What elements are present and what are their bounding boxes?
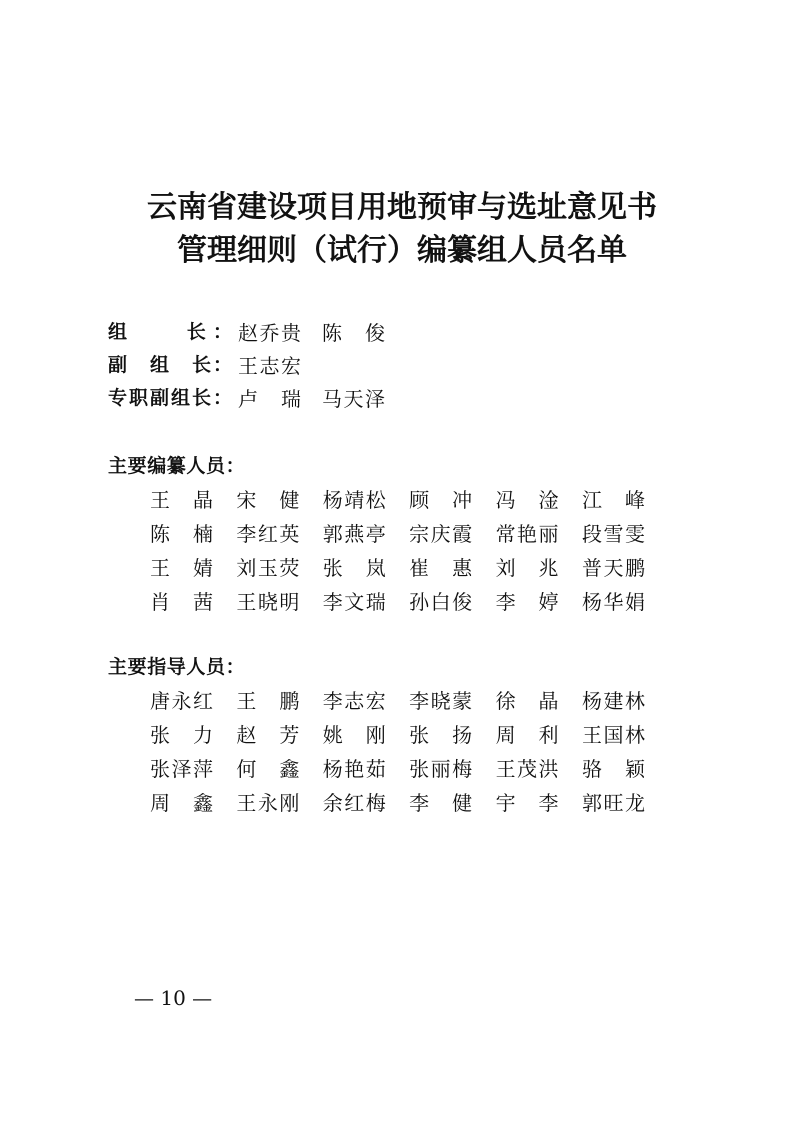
person-name: 杨华娟 [581,590,645,614]
person-name: 冯 淦 [495,488,559,512]
person-name: 宗庆霞 [409,522,473,546]
name-row [0,517,800,551]
person-name: 何 鑫 [236,757,300,781]
person-name: 徐 晶 [495,689,559,713]
person-name: 王晓明 [236,590,300,614]
person-name: 周 鑫 [150,791,213,815]
person-name: 杨建林 [581,689,645,713]
person-name: 李晓蒙 [409,689,473,713]
person-name: 马天泽 [322,386,385,411]
person-name: 王志宏 [238,353,301,378]
leaders-list [0,316,800,415]
title-line-2: 管理细则（试行）编纂组人员名单 [177,233,627,268]
person-name: 唐永红 [150,689,213,713]
person-name: 李 健 [409,791,473,815]
page-number: — 10 — [134,986,213,1010]
person-name: 宇 李 [495,791,559,815]
person-name: 郭燕亭 [322,522,386,546]
person-name: 宋 健 [236,488,300,512]
name-row [0,684,800,718]
section-editors [0,449,800,619]
role-label-head: 组 长： [108,321,232,344]
person-name: 普天鹏 [581,556,645,580]
name-row [0,483,800,517]
person-name: 李 婷 [495,590,559,614]
document-title [0,186,800,272]
leader-row-deputy [0,349,800,382]
name-row [0,786,800,820]
name-row [0,752,800,786]
person-name: 赵乔贵 [238,320,301,345]
person-name: 杨艳茹 [322,757,386,781]
person-name: 王 鹏 [236,689,300,713]
person-name: 张 力 [150,723,213,747]
person-name: 王 晶 [150,488,213,512]
section-heading: 主要指导人员： [108,656,246,678]
name-row [0,551,800,585]
person-name: 王 婧 [150,556,213,580]
name-row [0,585,800,619]
person-name: 姚 刚 [322,723,386,747]
person-name: 骆 颖 [581,757,645,781]
person-name: 郭旺龙 [581,791,645,815]
person-name: 顾 冲 [409,488,473,512]
role-label-deputy: 副 组 长： [108,354,232,377]
section-heading: 主要编纂人员： [108,455,246,477]
person-name: 张 扬 [409,723,473,747]
person-name: 陈 楠 [150,522,213,546]
leader-row-fulltime-deputy [0,382,800,415]
person-name: 刘玉荧 [236,556,300,580]
name-row [0,718,800,752]
leader-row-head [0,316,800,349]
person-name: 杨靖松 [322,488,386,512]
person-name: 孙白俊 [409,590,473,614]
person-name: 李志宏 [322,689,386,713]
person-name: 刘 兆 [495,556,559,580]
person-name: 江 峰 [581,488,645,512]
person-name: 李红英 [236,522,300,546]
person-name: 余红梅 [322,791,386,815]
person-name: 崔 惠 [409,556,473,580]
person-name: 赵 芳 [236,723,300,747]
person-name: 陈 俊 [322,320,385,345]
person-name: 王国林 [581,723,645,747]
person-name: 段雪雯 [581,522,645,546]
person-name: 肖 茜 [150,590,213,614]
person-name: 李文瑞 [322,590,386,614]
person-name: 周 利 [495,723,559,747]
person-name: 张丽梅 [409,757,473,781]
role-label-fulltime-deputy: 专职副组长： [108,387,232,410]
person-name: 王永刚 [236,791,300,815]
person-name: 王茂洪 [495,757,559,781]
person-name: 张 岚 [322,556,386,580]
section-advisors [0,650,800,820]
title-line-1: 云南省建设项目用地预审与选址意见书 [147,190,657,225]
person-name: 常艳丽 [495,522,559,546]
person-name: 张泽萍 [150,757,213,781]
person-name: 卢 瑞 [238,386,301,411]
